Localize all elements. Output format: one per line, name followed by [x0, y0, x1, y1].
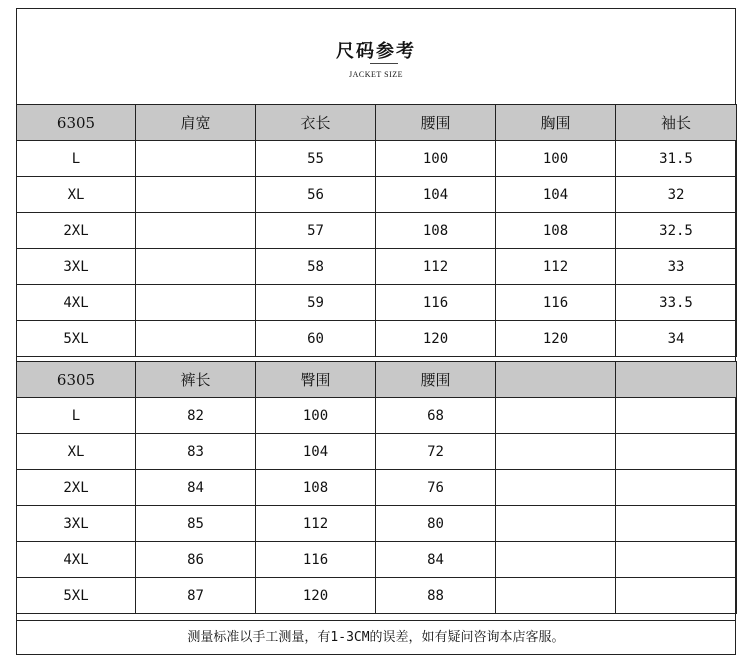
table-cell: 100 [496, 141, 616, 177]
table-cell: 116 [256, 542, 376, 578]
size-label-cell: 3XL [17, 249, 136, 285]
table-cell: 57 [256, 213, 376, 249]
table-cell [616, 542, 737, 578]
table-cell: 82 [136, 398, 256, 434]
table-cell [616, 434, 737, 470]
column-header: 胸围 [496, 105, 616, 141]
size-label-cell: 2XL [17, 213, 136, 249]
table-cell: 100 [256, 398, 376, 434]
table-cell: 104 [256, 434, 376, 470]
column-header: 腰围 [376, 362, 496, 398]
table-cell: 80 [376, 506, 496, 542]
table-cell: 112 [256, 506, 376, 542]
table-cell [616, 506, 737, 542]
size-label-cell: L [17, 141, 136, 177]
size-label-cell: 3XL [17, 506, 136, 542]
table-cell: 104 [496, 177, 616, 213]
table-cell: 86 [136, 542, 256, 578]
table-cell [136, 213, 256, 249]
column-header: 裤长 [136, 362, 256, 398]
size-label-cell: 5XL [17, 321, 136, 357]
column-header: 腰围 [376, 105, 496, 141]
column-header: 6305 [17, 105, 136, 141]
size-label-cell: 4XL [17, 542, 136, 578]
table-cell: 84 [376, 542, 496, 578]
table-cell: 33 [616, 249, 737, 285]
table-cell: 76 [376, 470, 496, 506]
table-row [17, 321, 737, 357]
table-header-row [17, 362, 737, 398]
table-cell: 116 [376, 285, 496, 321]
table-cell: 100 [376, 141, 496, 177]
size-label-cell: XL [17, 434, 136, 470]
table-cell [496, 398, 616, 434]
size-label-cell: 4XL [17, 285, 136, 321]
table-row [17, 249, 737, 285]
table-cell [496, 542, 616, 578]
size-label-cell: 5XL [17, 578, 136, 614]
table-cell: 108 [256, 470, 376, 506]
table-cell [496, 578, 616, 614]
table-cell [496, 434, 616, 470]
column-header [616, 362, 737, 398]
table-cell [136, 249, 256, 285]
column-header: 袖长 [616, 105, 737, 141]
size-label-cell: L [17, 398, 136, 434]
table-cell: 31.5 [616, 141, 737, 177]
table-cell: 32 [616, 177, 737, 213]
table-cell: 87 [136, 578, 256, 614]
table-cell [616, 578, 737, 614]
table-cell: 112 [496, 249, 616, 285]
table-row [17, 213, 737, 249]
table-cell [496, 506, 616, 542]
table-cell: 85 [136, 506, 256, 542]
table-cell: 60 [256, 321, 376, 357]
table-cell [136, 285, 256, 321]
column-header: 衣长 [256, 105, 376, 141]
table-cell: 59 [256, 285, 376, 321]
table-header-row [17, 105, 737, 141]
table-cell: 32.5 [616, 213, 737, 249]
table-cell: 120 [376, 321, 496, 357]
table-cell: 58 [256, 249, 376, 285]
table-cell: 84 [136, 470, 256, 506]
table-cell: 56 [256, 177, 376, 213]
measurement-note: 测量标准以手工测量，有1-3CM的误差，如有疑问咨询本店客服。 [17, 620, 735, 655]
table-cell [136, 141, 256, 177]
column-header: 臀围 [256, 362, 376, 398]
table-cell: 68 [376, 398, 496, 434]
table-cell [136, 177, 256, 213]
title-area [17, 9, 735, 104]
table-cell: 33.5 [616, 285, 737, 321]
column-header: 6305 [17, 362, 136, 398]
column-header: 肩宽 [136, 105, 256, 141]
jacket-size-table [16, 104, 737, 357]
table-row [17, 434, 737, 470]
table-cell [496, 470, 616, 506]
table-cell: 120 [496, 321, 616, 357]
table-cell: 83 [136, 434, 256, 470]
table-cell: 34 [616, 321, 737, 357]
size-label-cell: 2XL [17, 470, 136, 506]
table-cell: 120 [256, 578, 376, 614]
table-cell: 72 [376, 434, 496, 470]
table-cell: 108 [376, 213, 496, 249]
table-row [17, 506, 737, 542]
pants-size-table [16, 361, 737, 614]
table-cell: 116 [496, 285, 616, 321]
table-row [17, 398, 737, 434]
table-cell: 88 [376, 578, 496, 614]
table-cell: 55 [256, 141, 376, 177]
table-row [17, 578, 737, 614]
table-row [17, 177, 737, 213]
size-label-cell: XL [17, 177, 136, 213]
table-row [17, 285, 737, 321]
page-title: 尺码参考 [336, 41, 416, 62]
size-chart-frame [16, 8, 736, 655]
table-cell: 104 [376, 177, 496, 213]
table-row [17, 470, 737, 506]
table-cell [616, 398, 737, 434]
table-cell: 112 [376, 249, 496, 285]
table-cell: 108 [496, 213, 616, 249]
column-header [496, 362, 616, 398]
table-row [17, 141, 737, 177]
table-cell [136, 321, 256, 357]
page-subtitle: JACKET SIZE [348, 70, 404, 79]
title-divider [370, 63, 398, 64]
table-row [17, 542, 737, 578]
table-cell [616, 470, 737, 506]
